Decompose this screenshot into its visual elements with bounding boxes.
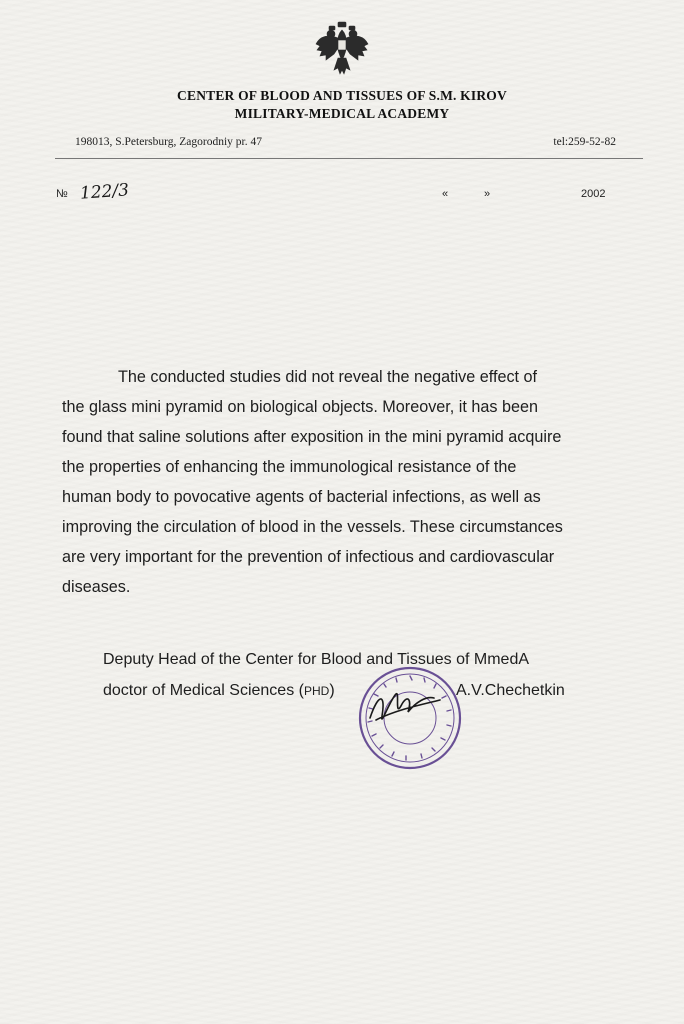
handwritten-document-number: 122/3 — [79, 180, 130, 204]
body-line: human body to povocative agents of bacterial infections, as well as — [62, 488, 541, 506]
body-line: the glass mini pyramid on biological objects. Moreover, it has been — [62, 398, 538, 416]
date-quote-open: « — [442, 188, 449, 200]
date-quote-close: » — [484, 188, 491, 200]
signer-title: Deputy Head of the Center for Blood and Tissues of MmedA — [103, 651, 530, 668]
organization-name: CENTER OF BLOOD AND TISSUES OF S.M. KIROV — [177, 88, 507, 103]
letter-body — [62, 362, 622, 602]
body-line: are very important for the prevention of infectious and cardiovascular — [62, 548, 555, 566]
header-divider — [55, 158, 643, 159]
organization-subtitle: MILITARY-MEDICAL ACADEMY — [234, 106, 450, 121]
double-headed-eagle-icon — [314, 20, 370, 78]
signer-degree — [103, 682, 335, 700]
official-stamp-icon — [356, 664, 464, 772]
address-text: 198013, S.Petersburg, Zagorodniy pr. 47 — [75, 136, 262, 148]
degree-abbreviation: PHD — [303, 684, 330, 698]
body-line: diseases. — [62, 578, 131, 596]
signer-name: A.V.Chechetkin — [456, 682, 565, 699]
degree-text: doctor of Medical Sciences ( — [103, 682, 304, 699]
phone-text: tel:259-52-82 — [553, 136, 616, 148]
body-line: found that saline solutions after exposition in the mini pyramid acquire — [62, 428, 562, 446]
body-line: The conducted studies did not reveal the negative effect of — [118, 368, 538, 386]
number-sign: № — [56, 188, 68, 200]
date-year: 2002 — [581, 188, 606, 200]
body-line: the properties of enhancing the immunological resistance of the — [62, 458, 517, 476]
body-line: improving the circulation of blood in the vessels. These circumstances — [62, 518, 563, 536]
degree-close: ) — [329, 682, 335, 699]
